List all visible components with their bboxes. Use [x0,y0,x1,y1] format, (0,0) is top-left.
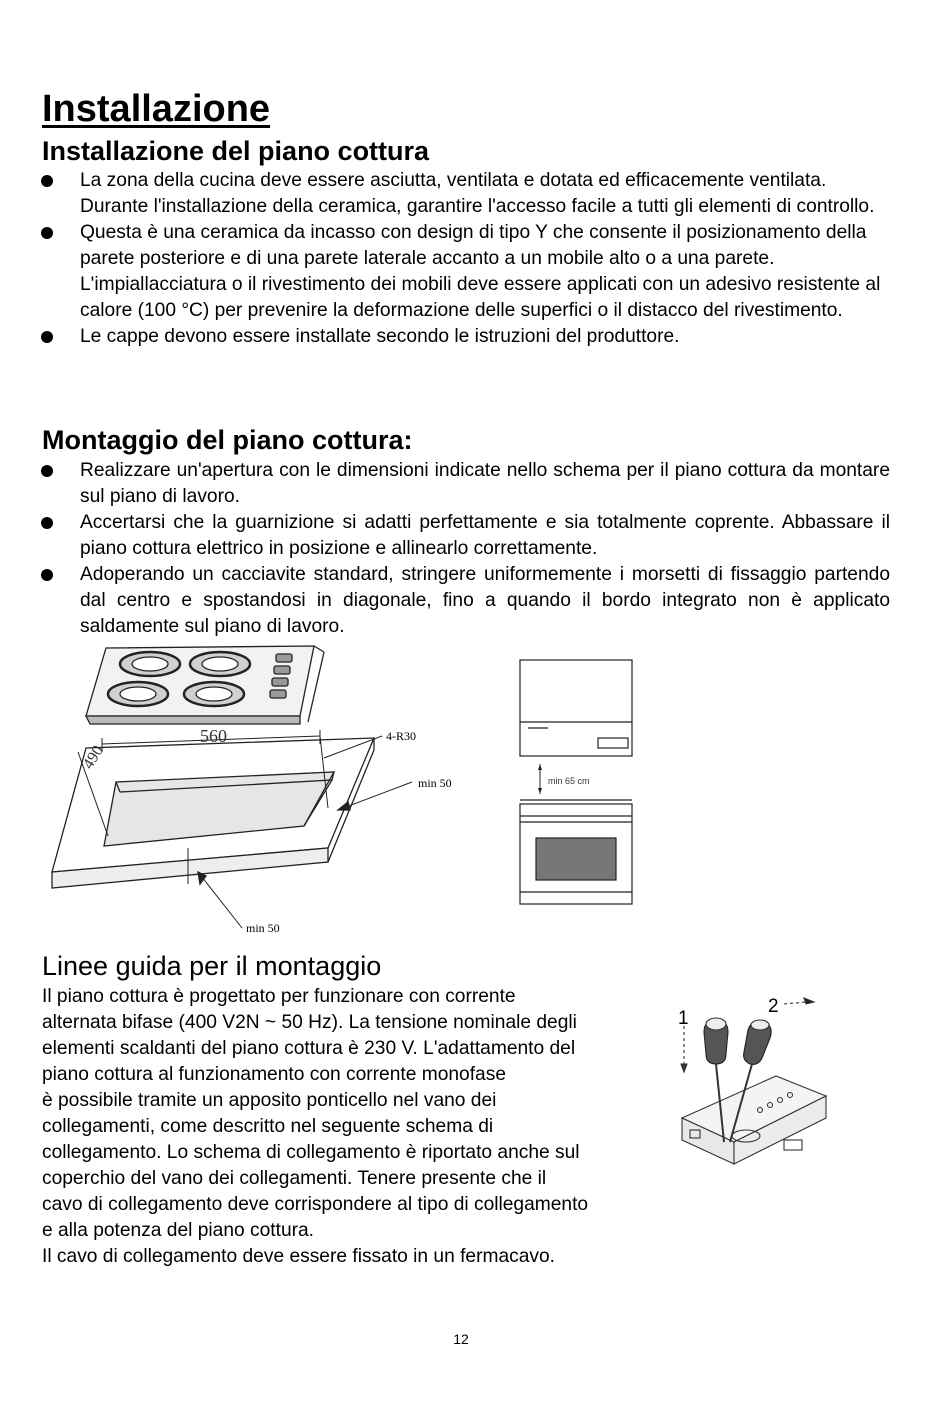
linee-guida-paragraph: Il piano cottura è progettato per funzionare con corrente alternata bifase (400 V2N ~ 50 Hz). La tensione nominale degli elementi scaldanti del piano cottura è 230 V. L'adattamento del piano cottura al funzionamento con corrente monofase è possibile tramite un apposito ponticello nel vano dei collegamenti, come descritto nel seguente schema di collegamento. Lo schema di collegamento è riportato anche sul coperchio del vano dei collegamenti. Tenere presente che il cavo di collegamento deve corrispondere al tipo di collegamento e alla potenza del piano cottura. Il cavo di collegamento deve essere fissato in un fermacavo. [42,986,589,1267]
bullet-icon [41,465,53,477]
page-number: 12 [453,1331,469,1347]
section-heading-installazione: Installazione del piano cottura [42,136,430,166]
list-item: Accertarsi che la guarnizione si adatti perfettamente e sia totalmente coprente. Abbassare il piano cottura elettrico in posizione e allinearlo correttamente. [40,510,890,562]
min-side-label: min 50 [418,776,452,790]
section-heading-montaggio: Montaggio del piano cottura: [42,425,413,455]
dimension-depth-label: 490 [79,742,107,773]
list-item: Le cappe devono essere installate secondo le istruzioni del produttore. [40,324,890,350]
bullet-icon [41,227,53,239]
section-heading-linee-guida: Linee guida per il montaggio [42,951,382,981]
clearance-diagram [512,656,638,908]
list-item: Adoperando un cacciavite standard, stringere uniformemente i morsetti di fissaggio partendo dal centro e spostandosi in diagonale, fino a quando il bordo integrato non è applicato saldamente sul piano di lavoro. [40,562,890,640]
corner-radius-label: 4-R30 [386,729,416,743]
list-item: La zona della cucina deve essere asciutta, ventilata e dotata ed efficacemente ventilata. Durante l'installazione della ceramica, garantire l'accesso facile a tutti gli elementi di controllo. [40,168,890,220]
list-item: Questa è una ceramica da incasso con design di tipo Y che consente il posizionamento della parete posteriore e di una parete laterale accanto a un mobile alto o a una parete. L'impiallacciatura o il rivestimento dei mobili deve essere applicati con un adesivo resistente al calore (100 °C) per prevenire la deformazione delle superfici o il distacco del rivestimento. [40,220,890,324]
cutout-diagram [38,640,478,940]
bullet-icon [41,569,53,581]
step-1-label: 1 [678,1008,689,1029]
screwdriver-diagram [668,992,838,1182]
installazione-bullet-list [40,168,890,350]
bullet-icon [41,517,53,529]
dimension-width-label: 560 [200,726,227,746]
step-2-label: 2 [768,996,779,1017]
montaggio-bullet-list [40,458,890,640]
min-clearance-label: min 65 cm [548,776,590,786]
bullet-icon [41,175,53,187]
bullet-icon [41,331,53,343]
page-title: Installazione [42,88,271,130]
list-item: Realizzare un'apertura con le dimensioni indicate nello schema per il piano cottura da montare sul piano di lavoro. [40,458,890,510]
min-front-label: min 50 [246,921,280,935]
